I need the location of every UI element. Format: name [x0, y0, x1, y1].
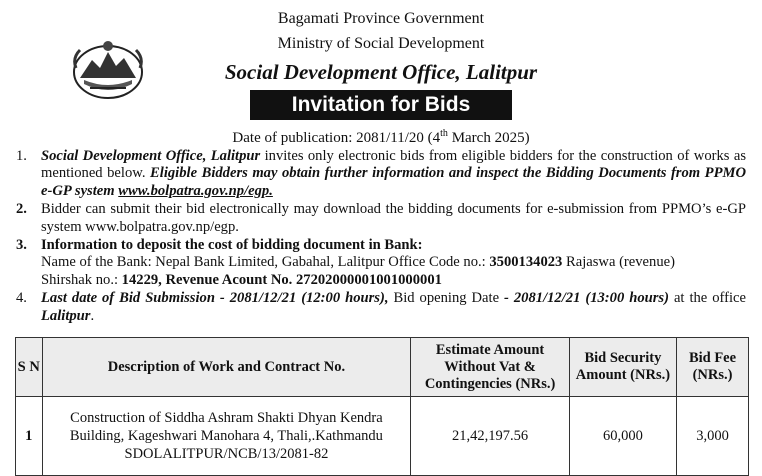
- instruction-list: [16, 148, 746, 326]
- header-bid-security: Bid Security Amount (NRs.): [569, 338, 676, 397]
- cell-sn: 1: [16, 397, 43, 476]
- header-estimate: Estimate Amount Without Vat & Contingencies (NRs.): [411, 338, 570, 397]
- bids-table: [15, 337, 749, 476]
- office-name: Social Development Office, Lalitpur: [224, 60, 538, 84]
- table-row: [16, 397, 749, 476]
- government-name: Bagamati Province Government: [277, 10, 485, 27]
- list-item: 1. Social Development Office, Lalitpur invites only electronic bids from eligible bidders for the construction of works as mentioned below. Eligible Bidders may obtain further information and inspect the Bidding Documents from PPMO e-GP system www.bolpatra.gov.np/egp.: [16, 148, 747, 199]
- cell-bid-fee: 3,000: [677, 397, 749, 476]
- bolpatra-link[interactable]: www.bolpatra.gov.np/egp.: [118, 182, 273, 199]
- list-item: 4. Last date of Bid Submission - 2081/12/21 (12:00 hours), Bid opening Date - 2081/12/21 (13:00 hours) at the office Lalitpur.: [16, 290, 747, 324]
- header-description: Description of Work and Contract No.: [42, 338, 411, 397]
- list-item: 2. Bidder can submit their bid electronically may download the bidding documents for e-submission from PPMO’s e-GP system www.bolpatra.gov.np/egp.: [16, 201, 746, 235]
- list-item: 3. Information to deposit the cost of bidding document in Bank: Name of the Bank: Nepal Bank Limited, Gabahal, Lalitpur Office Code no.: 3500134023 Rajaswa (revenue) Shirshak no.: 14229, Revenue Acount No. 27202000001001000001: [16, 237, 675, 288]
- notice-title-banner: Invitation for Bids: [250, 90, 512, 120]
- header-sn: S N: [16, 338, 43, 397]
- header-bid-fee: Bid Fee (NRs.): [677, 338, 749, 397]
- cell-estimate: 21,42,197.56: [411, 397, 570, 476]
- publication-date: Date of publication: 2081/11/20 (4th March 2025): [232, 128, 530, 146]
- cell-bid-security: 60,000: [569, 397, 676, 476]
- ministry-name: Ministry of Social Development: [277, 35, 485, 52]
- table-header-row: [16, 338, 749, 397]
- cell-description: Construction of Siddha Ashram Shakti Dhyan Kendra Building, Kageshwari Manohara 4, Thali,.Kathmandu SDOLALITPUR/NCB/13/2081-82: [42, 397, 411, 476]
